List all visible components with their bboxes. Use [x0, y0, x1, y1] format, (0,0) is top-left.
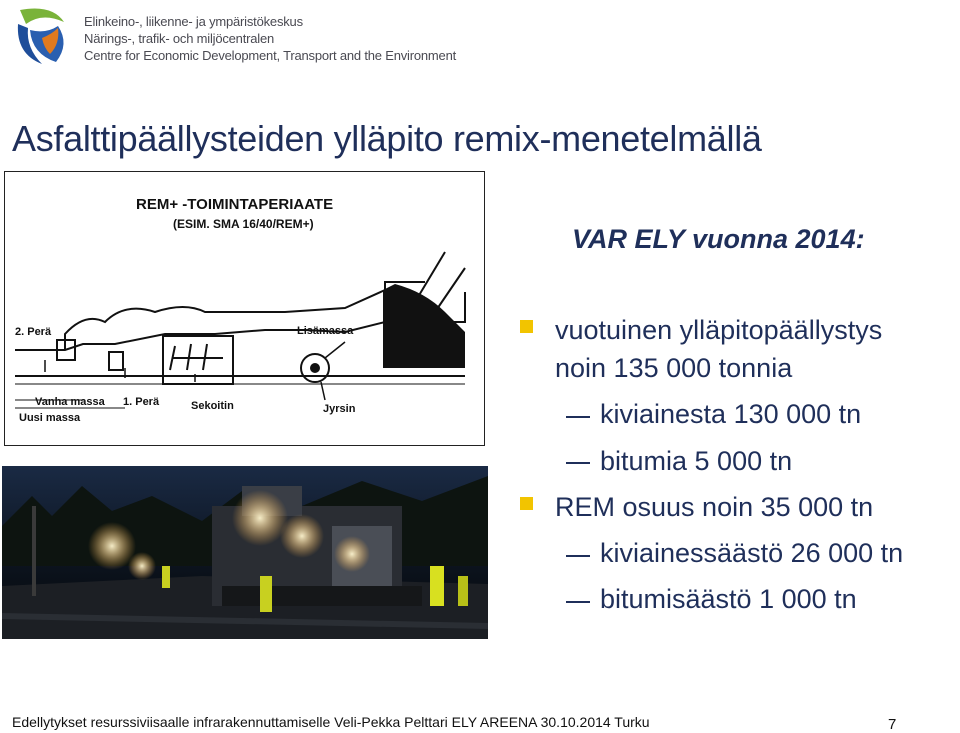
- label-pera1: 1. Perä: [123, 396, 160, 408]
- bullet-1-line-1: vuotuinen ylläpitopäällystys: [555, 315, 883, 345]
- slide-footer: Edellytykset resurssiviisaalle infrarakennuttamiselle Veli-Pekka Pelttari ELY AREENA 30.10.2014 Turku: [12, 714, 650, 730]
- org-name-finnish: Elinkeino-, liikenne- ja ympäristökeskus: [84, 14, 303, 29]
- bullet-1-sub-1: kiviainesta 130 000 tn: [600, 399, 862, 429]
- diagram-subtitle: (ESIM. SMA 16/40/REM+): [173, 217, 314, 231]
- label-sekoitin: Sekoitin: [191, 400, 234, 412]
- dash-marker-2a: [566, 555, 590, 557]
- label-jyrsin: Jyrsin: [323, 403, 356, 415]
- hopper-shape: [383, 284, 465, 368]
- org-name-english: Centre for Economic Development, Transport and the Environment: [84, 48, 457, 63]
- bullet-2-line-1: REM osuus noin 35 000 tn: [555, 492, 874, 522]
- slide-title: Asfalttipäällysteiden ylläpito remix-menetelmällä: [12, 118, 762, 159]
- bullet-marker-2: [520, 497, 533, 510]
- bullet-1-sub-2: bitumia 5 000 tn: [600, 446, 793, 476]
- dash-marker-1b: [566, 462, 590, 464]
- label-lisamassa: Lisämassa: [297, 325, 354, 337]
- dash-marker-1a: [566, 416, 590, 418]
- page-number: 7: [888, 716, 897, 733]
- org-name-swedish: Närings-, trafik- och miljöcentralen: [84, 31, 275, 46]
- night-paving-photo: [2, 466, 488, 639]
- bullet-marker-1: [520, 320, 533, 333]
- label-vanha-massa: Vanha massa: [35, 396, 105, 408]
- label-pera2: 2. Perä: [15, 326, 52, 338]
- ely-logo-icon: [12, 4, 74, 68]
- dash-marker-2b: [566, 601, 590, 603]
- rem-principle-diagram: [4, 171, 485, 446]
- label-uusi-massa: Uusi massa: [19, 412, 81, 424]
- bullet-1-line-2: noin 135 000 tonnia: [555, 353, 793, 383]
- organization-name: [84, 13, 456, 64]
- bullet-2-sub-1: kiviainessäästö 26 000 tn: [600, 538, 904, 568]
- bullet-2-sub-2: bitumisäästö 1 000 tn: [600, 584, 857, 614]
- slide-subtitle: VAR ELY vuonna 2014:: [572, 224, 865, 254]
- diagram-title: REM+ -TOIMINTAPERIAATE: [136, 196, 334, 213]
